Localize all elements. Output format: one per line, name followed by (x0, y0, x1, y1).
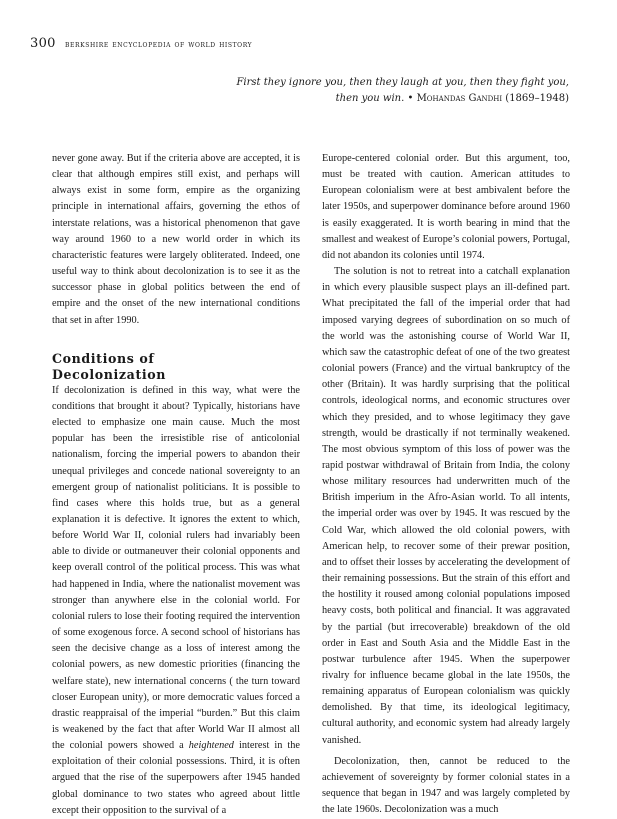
page-number: 300 (30, 36, 56, 51)
epigraph (149, 75, 569, 107)
epigraph-bullet: • (407, 93, 414, 104)
left-paragraph-2-emphasis: heightened (188, 740, 234, 752)
left-paragraph-1: never gone away. But if the criteria above are accepted, it is clear that although empires still exist, and perhaps will always exist in some form, empire as the organizing principle in international affairs, governing the ethos of interstate relations, was a historical phenomenon that gave way around 1960 to a new world order in which its characteristic features were largely obliterated. Indeed, one useful way to think about decolonization is to see it as the successor phase in global politics between the end of empire and the onset of the new international conditions that set in after 1990. (52, 153, 300, 326)
epigraph-attribution: Mohandas Gandhi (1869–1948) (416, 93, 569, 104)
left-column (52, 151, 300, 819)
left-paragraph-2 (52, 383, 300, 819)
right-paragraph-3: Decolonization, then, cannot be reduced to the achievement of sovereignty by former colonial states in a sequence that began in 1947 and was largely completed by the late 1960s. Decolonization was a much (322, 755, 570, 816)
epigraph-line2 (149, 91, 569, 107)
right-column (322, 151, 570, 819)
right-paragraph-1: Europe-centered colonial order. But this argument, too, must be treated with caution. American attitudes to European colonialism were at best ambivalent before the later 1950s, and superpower dominance before around 1960 is easily exaggerated. It is worth bearing in mind that the smallest and weakest of Europe’s colonial powers, Portugal, did not abandon its colonies until 1974. (322, 153, 570, 261)
running-title: berkshire encyclopedia of world history (65, 40, 253, 50)
epigraph-quote-line2: then you win. (335, 93, 405, 104)
left-paragraph-2-part2: interest in the exploitation of their colonial possessions. Third, it is often argued that the rise of the superpowers after 1945 handed global dominance to two states who agreed about little except their opposition to the survival of a (52, 740, 300, 816)
left-paragraph-2-part1: If decolonization is defined in this way, what were the conditions that brought it about? Typically, historians have elected to emphasize one main cause. Much the most popular has been the irresistible rise of anticolonial nationalism, forcing the imperial powers to abandon their unequal privileges and concede national sovereignty to an emergent group of nationalist politicians. It is possible to find cases where this holds true, but as a general explanation it is defective. It ignores the extent to which, before World War II, colonial rulers had invariably been able to divide or outmaneuver their colonial opponents and keep overall control of the political process. This was what had happened in India, where the nationalist movement was stronger than anywhere else in the colonial world. For colonial rulers to lose their footing required the intervention of some exogenous force. A second school of historians has seen the decisive change as a loss of interest among the colonial powers, as new domestic priorities (financing the welfare state), new international concerns ( the turn toward closer European unity), or more democratic values forced a drastic reappraisal of the imperial “burden.” But this claim is weakened by the fact that after World War II almost all the colonial powers showed a (52, 384, 300, 752)
section-heading-line1: Conditions of (52, 350, 155, 366)
section-heading (52, 351, 300, 383)
section-heading-line2: Decolonization (52, 366, 166, 382)
running-head (30, 36, 252, 51)
epigraph-quote-line1: First they ignore you, then they laugh at you, then they fight you, (236, 77, 569, 88)
body-columns (52, 151, 570, 819)
right-paragraph-2: The solution is not to retreat into a catchall explanation in which every plausible suspect plays an ill-defined part. What precipitated the fall of the imperial order that had imposed varying degrees of subordination on so much of the world was the astonishing course of World War II, which saw the catastrophic defeat of one of the two greatest colonial powers (France) and the virtual bankruptcy of the other (Britain). It was hardly surprising that the political controls, ideological norms, and economic structures over which they presided, and to whose legitimacy they gave strength, would be drastically if not terminally weakened. The most obvious symptom of this loss of power was the rapid postwar withdrawal of Britain from India, the colony whose military resources had underwritten much of the British imperium in the Afro-Asian world. To all intents, the imperial order was over by 1945. It was rescued by the Cold War, which allowed the old colonial powers, with American help, to recover some of their prewar position, and to offset their losses by accelerating the development of their remaining possessions. But the strain of this effort and the hostility it roused among colonial populations imposed heavy costs, both political and financial. It was aggravated by the partial (but irrecoverable) breakdown of the old order in East and South Asia and the Middle East in the postwar turbulence after 1945. When the superpower rivalry for influence became global in the late 1950s, the remaining apparatus of European colonialism was quickly demolished. By that time, its ideological legitimacy, cultural authority, and economic system had already largely vanished. (322, 266, 570, 746)
